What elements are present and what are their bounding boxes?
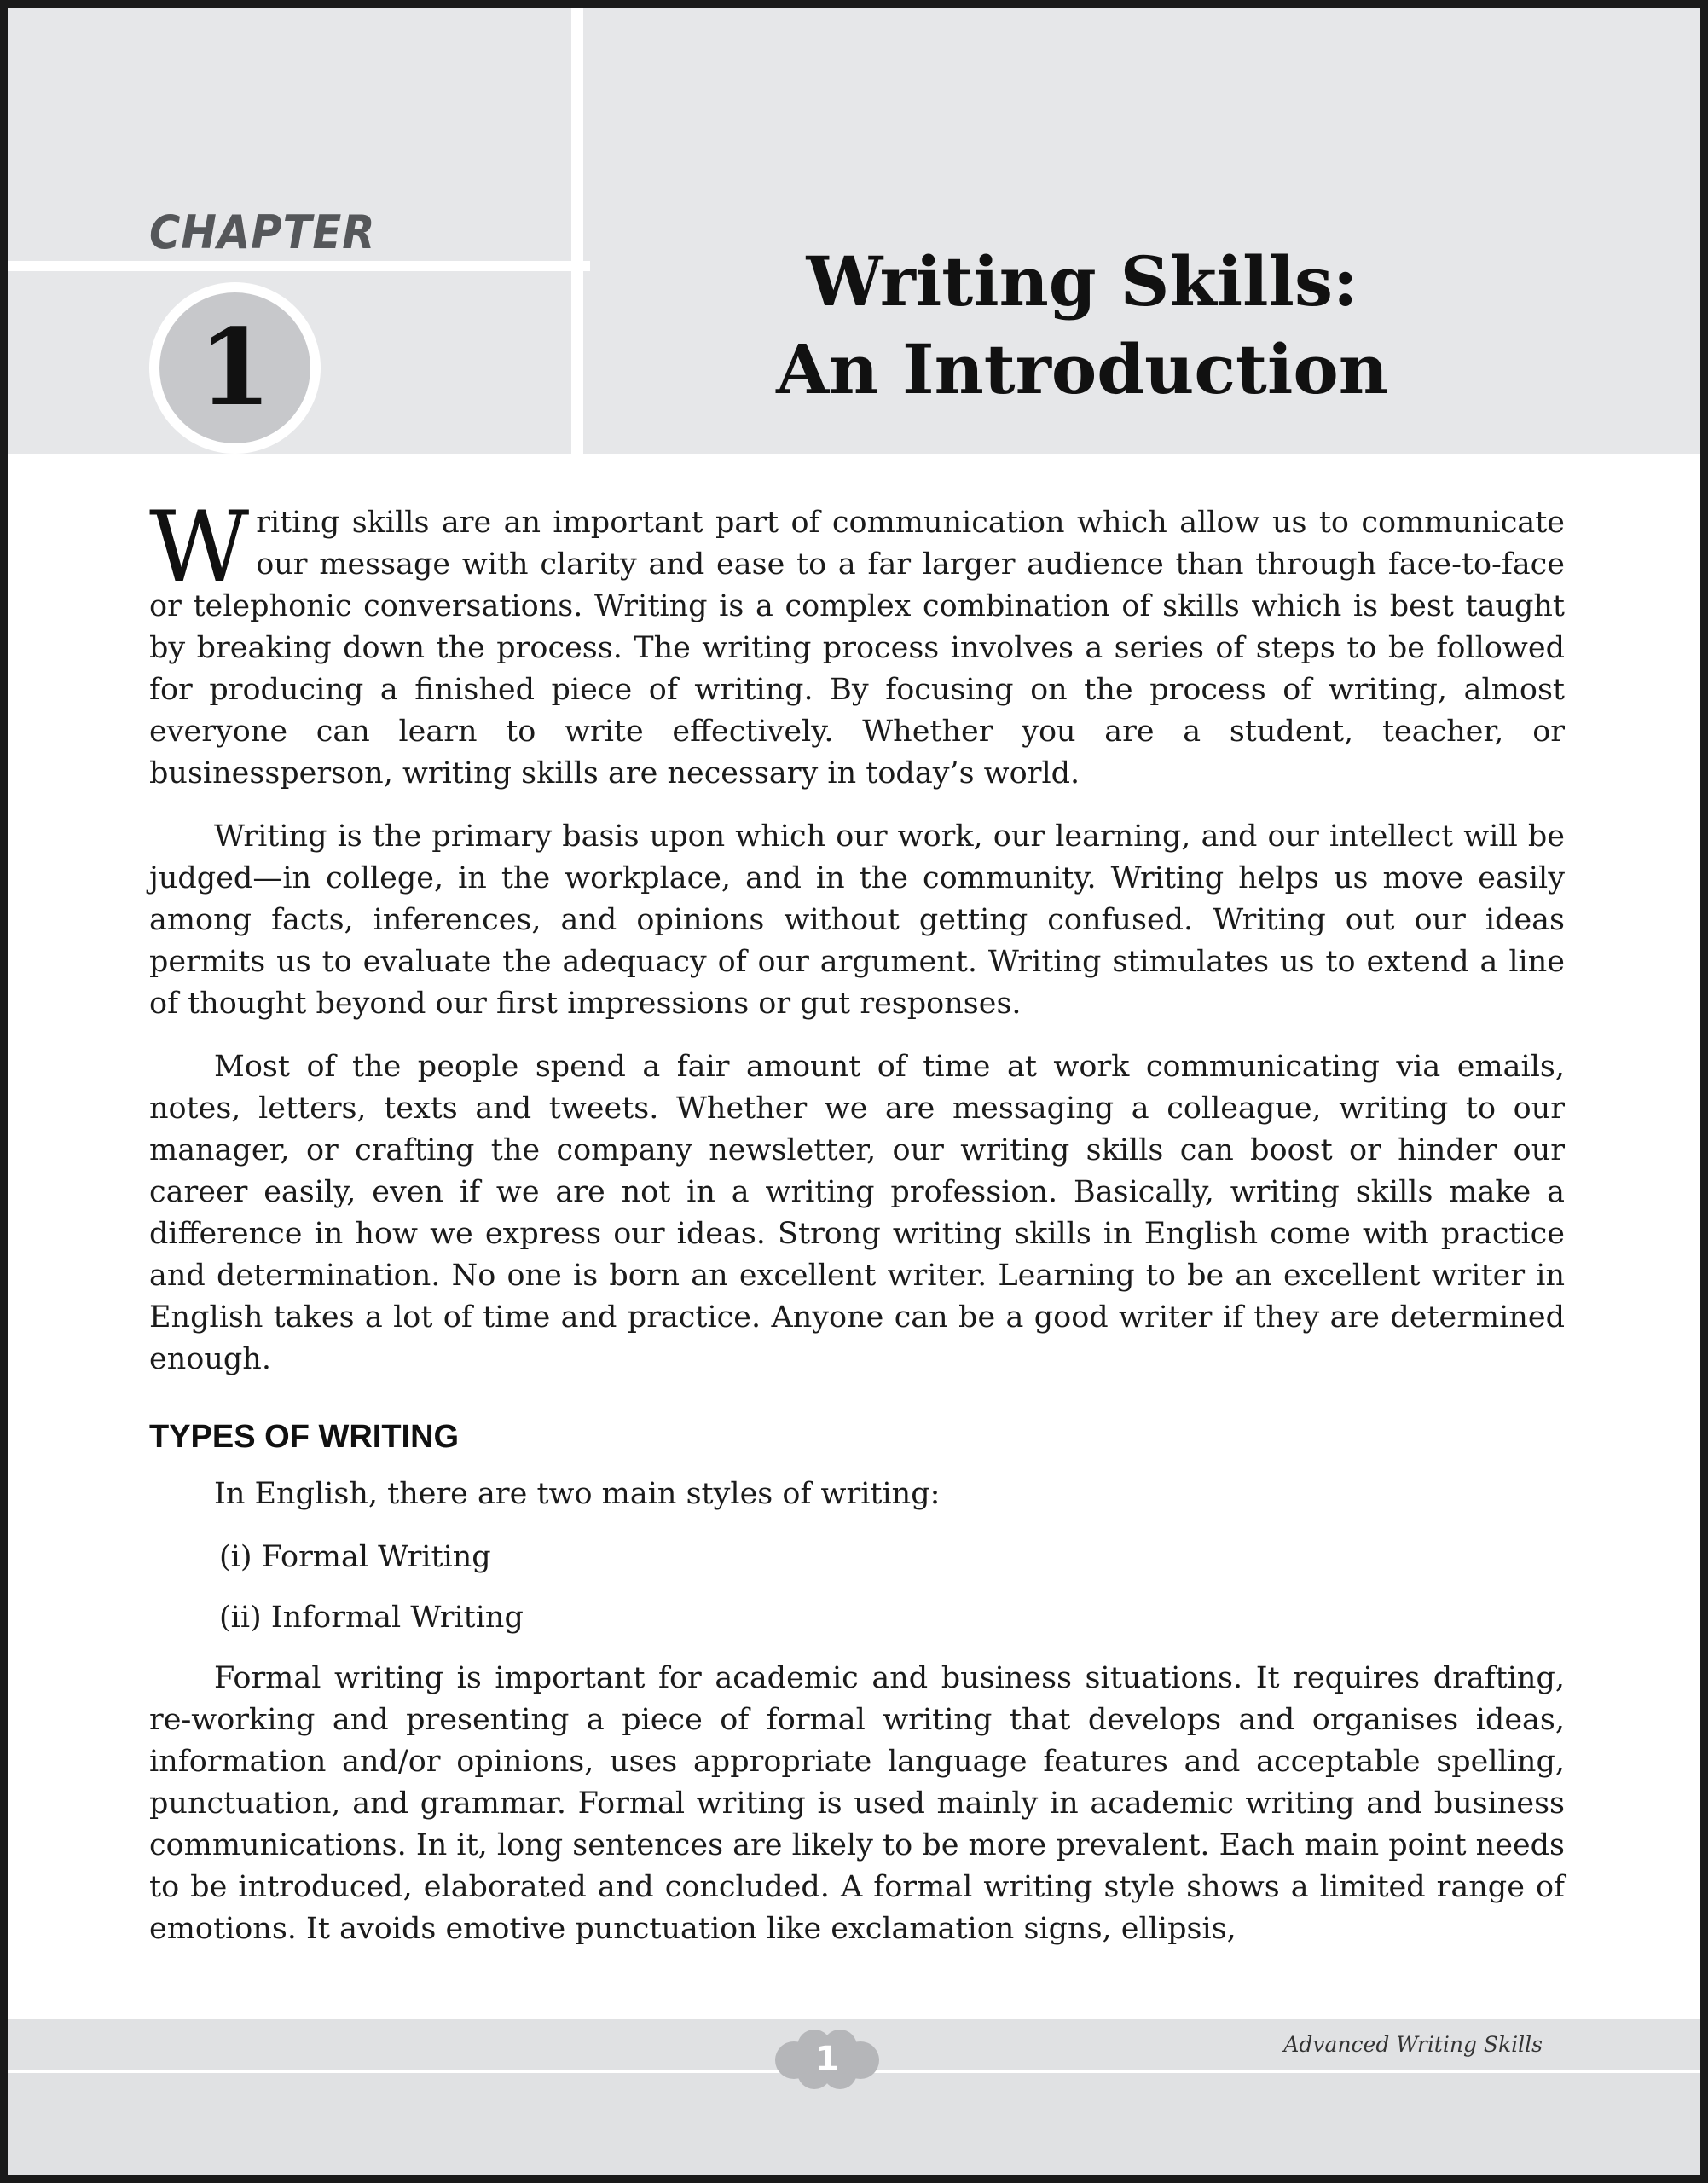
footer-book-title: Advanced Writing Skills bbox=[1283, 2032, 1543, 2057]
page bbox=[8, 8, 1700, 2175]
chapter-label: CHAPTER bbox=[149, 206, 376, 259]
paragraph-4: In English, there are two main styles of writing: bbox=[214, 1477, 941, 1511]
header-divider-vertical bbox=[571, 8, 583, 454]
chapter-title-line-2: An Introduction bbox=[776, 329, 1388, 409]
paragraph-intro-text: riting skills are an important part of communication which allow us to communicate our message with clarity and ease to a far larger audience than through face-to-face or telephonic conversations. Writing is a complex combination of skills which is best taught by breaking down the process. The writing process involves a series of steps to be followed for producing a finished piece of writing. By focusing on the process of writing, almost everyone can learn to write effectively. Whether you are a student, teacher, or businessperson, writing skills are necessary in today’s world. bbox=[149, 506, 1565, 790]
list-item: (ii) Informal Writing bbox=[219, 1601, 524, 1635]
list-item: (i) Formal Writing bbox=[219, 1540, 491, 1574]
paragraph-5: Formal writing is important for academic and business situations. It requires drafting, re-working and presenting a piece of formal writing that develops and organises ideas, information and/or opinions, uses appropriate language features and acceptable spelling, punctuation, and grammar. Formal writing is used mainly in academic writing and business communications. In it, long sentences are likely to be more prevalent. Each main point needs to be introduced, elaborated and concluded. A formal writing style shows a limited range of emotions. It avoids emotive punctuation like exclamation signs, ellipsis, bbox=[149, 1661, 1565, 1946]
chapter-title-line-1: Writing Skills: bbox=[806, 241, 1358, 321]
paragraph-3: Most of the people spend a fair amount of time at work communicating via emails, notes, letters, texts and tweets. Whether we are messaging a colleague, writing to our manager, or crafting the company newsletter, our writing skills can boost or hinder our career easily, even if we are not in a writing profession. Basically, writing skills make a difference in how we express our ideas. Strong writing skills in English come with practice and determination. No one is born an excellent writer. Learning to be an excellent writer in English takes a lot of time and practice. Anyone can be a good writer if they are determined enough. bbox=[149, 1050, 1565, 1376]
paragraph-intro bbox=[149, 490, 1565, 795]
section-heading: TYPES OF WRITING bbox=[149, 1419, 460, 1455]
body-text bbox=[149, 490, 1565, 1972]
page-number: 1 bbox=[815, 2040, 839, 2079]
paragraph-2: Writing is the primary basis upon which our work, our learning, and our intellect will be judged—in college, in the workplace, and in the community. Writing helps us move easily among facts, inferences, and opinions without getting confused. Writing out our ideas permits us to evaluate the adequacy of our argument. Writing stimulates us to extend a line of thought beyond our first impressions or gut responses. bbox=[149, 819, 1565, 1021]
drop-cap: W bbox=[149, 490, 250, 604]
header-divider-horizontal bbox=[8, 261, 590, 271]
chapter-number-badge: 1 bbox=[159, 292, 310, 443]
chapter-title bbox=[583, 238, 1581, 414]
